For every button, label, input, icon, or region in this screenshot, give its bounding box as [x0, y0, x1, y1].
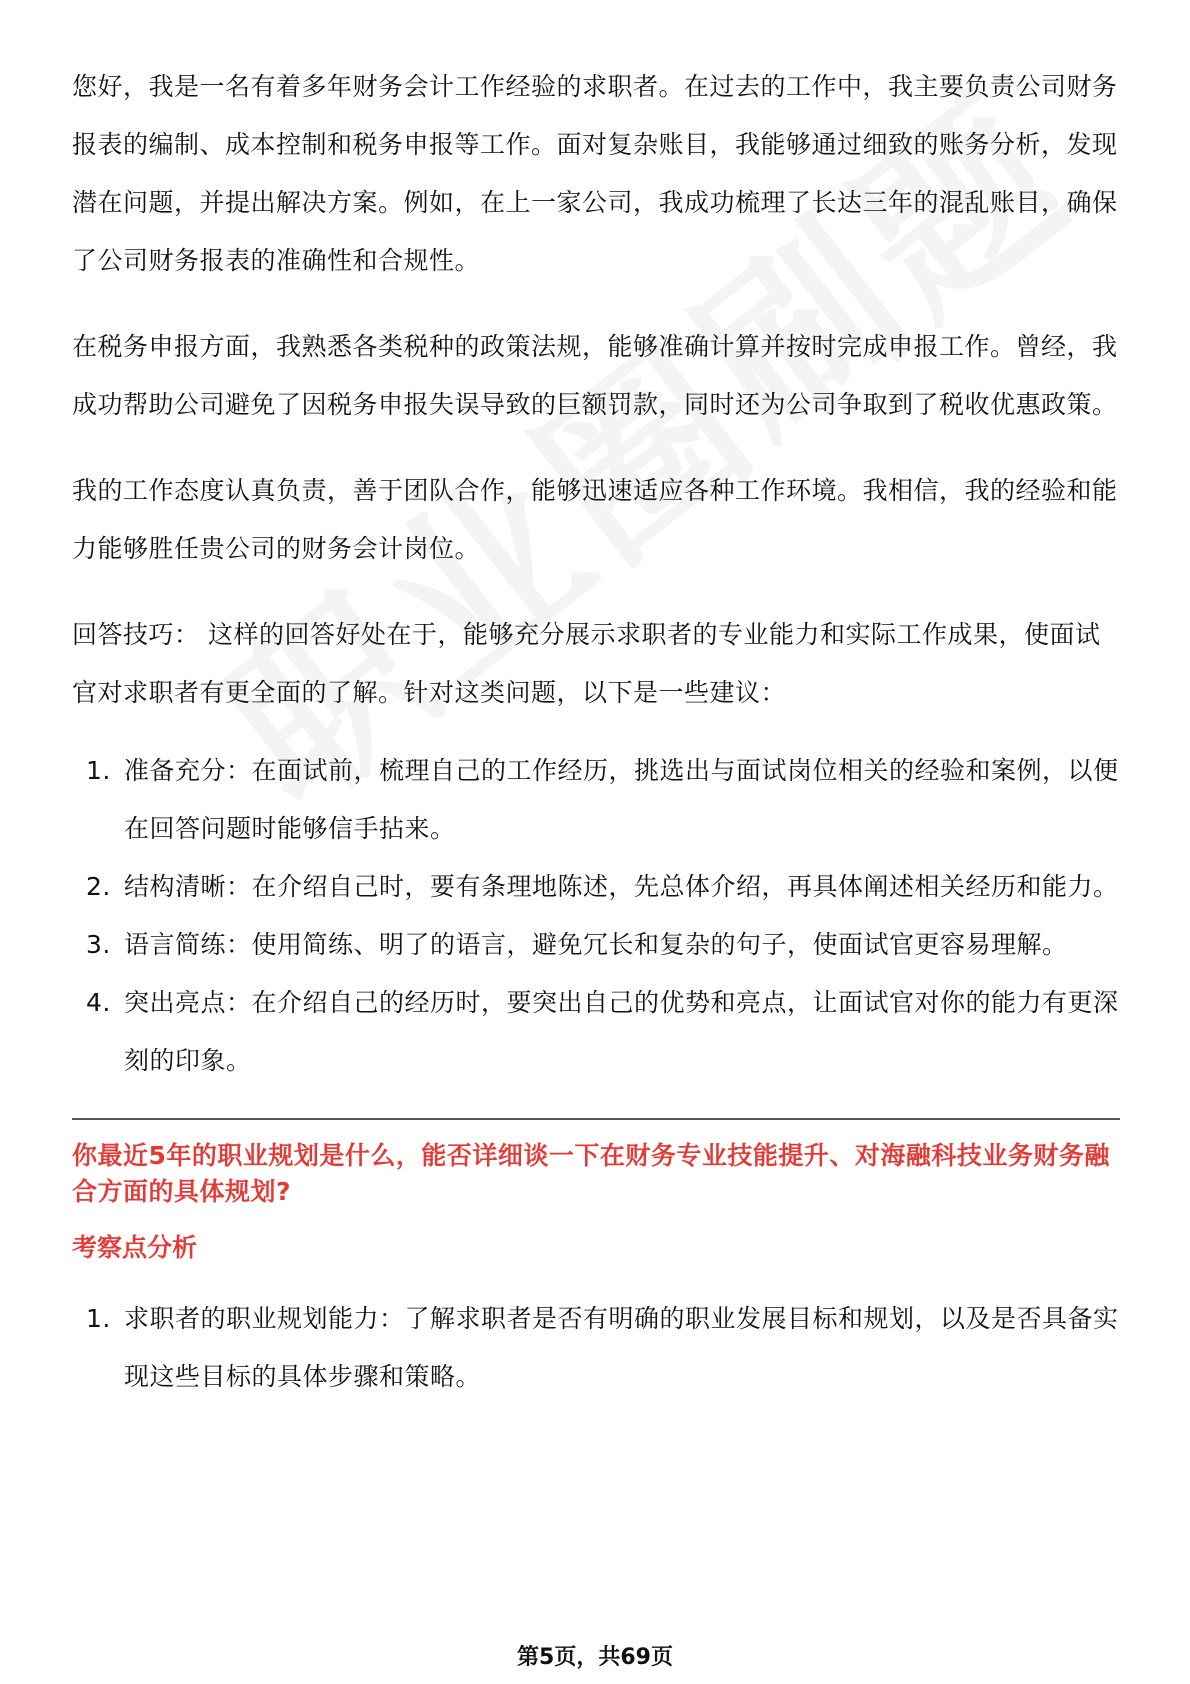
- list-item: [72, 916, 1120, 974]
- list-number: 3.: [86, 930, 111, 959]
- answer-paragraph-1: 您好，我是一名有着多年财务会计工作经验的求职者。在过去的工作中，我主要负责公司财务报表的编制、成本控制和税务申报等工作。面对复杂账目，我能够通过细致的账务分析，发现潜在问题，并提出解决方案。例如，在上一家公司，我成功梳理了长达三年的混乱账目，确保了公司财务报表的准确性和合规性。: [72, 72, 1118, 275]
- section-divider: [72, 1118, 1120, 1120]
- list-item-text: 突出亮点：在介绍自己的经历时，要突出自己的优势和亮点，让面试官对你的能力有更深刻的印象。: [124, 988, 1119, 1075]
- list-item-text: 结构清晰：在介绍自己时，要有条理地陈述，先总体介绍，再具体阐述相关经历和能力。: [124, 872, 1119, 901]
- page-content: [72, 58, 1120, 1406]
- list-item: [72, 742, 1120, 858]
- interview-question: 你最近5年的职业规划是什么，能否详细谈一下在财务专业技能提升、对海融科技业务财务融合方面的具体规划?: [72, 1141, 1110, 1206]
- answer-paragraph-3: 我的工作态度认真负责，善于团队合作，能够迅速适应各种工作环境。我相信，我的经验和能力能够胜任贵公司的财务会计岗位。: [72, 476, 1118, 563]
- tips-list: [72, 742, 1120, 1090]
- list-number: 2.: [86, 872, 111, 901]
- list-item-text: 语言简练：使用简练、明了的语言，避免冗长和复杂的句子，使面试官更容易理解。: [124, 930, 1068, 959]
- list-item-text: 准备充分：在面试前，梳理自己的工作经历，挑选出与面试岗位相关的经验和案例，以便在回答问题时能够信手拈来。: [124, 756, 1119, 843]
- analysis-list: [72, 1290, 1120, 1406]
- list-number: 1.: [86, 1304, 111, 1333]
- list-item: [72, 1290, 1120, 1406]
- list-item: [72, 974, 1120, 1090]
- answer-tips-intro: 回答技巧： 这样的回答好处在于，能够充分展示求职者的专业能力和实际工作成果，使面试官对求职者有更全面的了解。针对这类问题，以下是一些建议：: [72, 620, 1101, 707]
- list-item: [72, 858, 1120, 916]
- section-subheading: 考察点分析: [72, 1233, 198, 1262]
- list-item-text: 求职者的职业规划能力：了解求职者是否有明确的职业发展目标和规划，以及是否具备实现这些目标的具体步骤和策略。: [124, 1304, 1119, 1391]
- page-footer: 第5页，共69页: [517, 1645, 673, 1670]
- answer-paragraph-2: 在税务申报方面，我熟悉各类税种的政策法规，能够准确计算并按时完成申报工作。曾经，我成功帮助公司避免了因税务申报失误导致的巨额罚款，同时还为公司争取到了税收优惠政策。: [72, 332, 1118, 419]
- list-number: 1.: [86, 756, 111, 785]
- list-number: 4.: [86, 988, 111, 1017]
